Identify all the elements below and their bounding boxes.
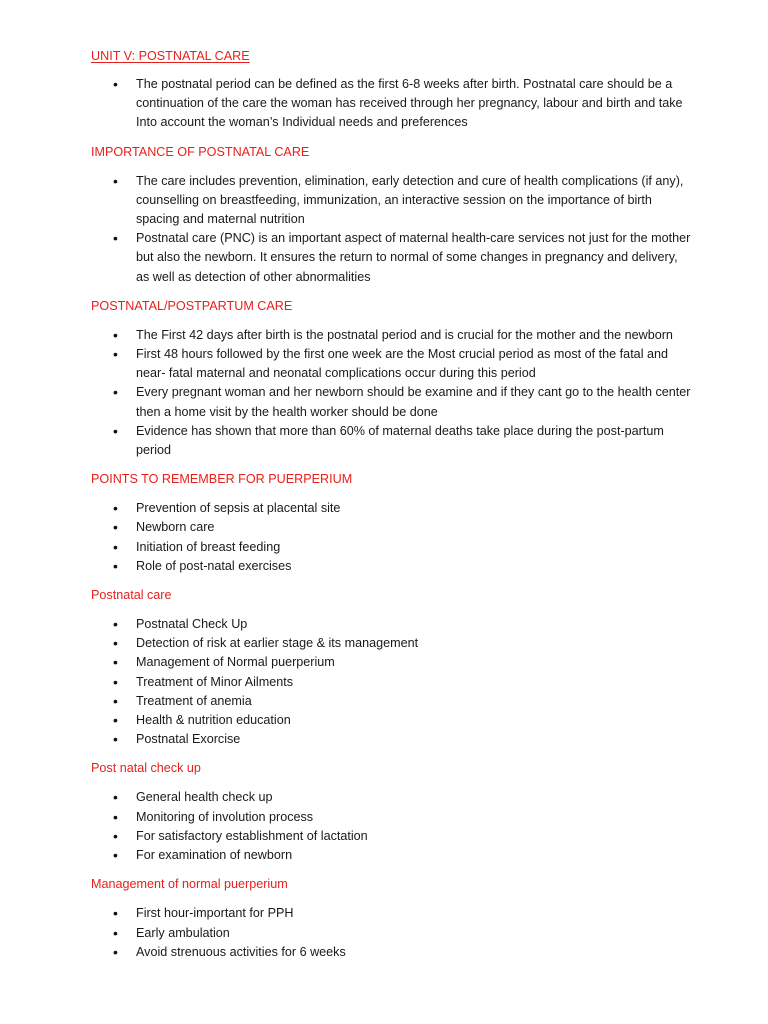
list-item: • Treatment of Minor Ailments [91, 673, 692, 692]
list-item: • Initiation of breast feeding [91, 538, 692, 557]
list-item: • The care includes prevention, elimination, early detection and cure of health complications (if any), counselling on breastfeeding, immunization, an interactive session on the importance of birth spacing and maternal nutrition [91, 172, 692, 230]
list-item: • Postnatal Exorcise [91, 730, 692, 749]
list-item: • Evidence has shown that more than 60% of maternal deaths take place during the post-partum period [91, 422, 692, 460]
section-points-to-remember [91, 470, 692, 576]
list-item: • First 48 hours followed by the first one week are the Most crucial period as most of the fatal and near- fatal maternal and neonatal complications occur during this period [91, 345, 692, 383]
list-item: • Prevention of sepsis at placental site [91, 499, 692, 518]
list-item: • The First 42 days after birth is the postnatal period and is crucial for the mother and the newborn [91, 326, 692, 345]
section-importance [91, 143, 692, 287]
bullet-list [91, 172, 692, 287]
list-item: • Treatment of anemia [91, 692, 692, 711]
list-item: • Health & nutrition education [91, 711, 692, 730]
list-item: • First hour-important for PPH [91, 904, 692, 923]
list-item: • General health check up [91, 788, 692, 807]
bullet-list [91, 788, 692, 865]
list-item: • Early ambulation [91, 924, 692, 943]
section-heading: IMPORTANCE OF POSTNATAL CARE [91, 144, 310, 159]
section-heading: UNIT V: POSTNATAL CARE [91, 49, 250, 63]
section-unit-v [91, 47, 692, 133]
section-heading: Postnatal care [91, 588, 172, 603]
section-management-normal-puerperium [91, 875, 692, 962]
bullet-list [91, 904, 692, 962]
section-postnatal-postpartum [91, 297, 692, 460]
section-post-natal-check-up [91, 759, 692, 865]
section-heading: POSTNATAL/POSTPARTUM CARE [91, 298, 293, 313]
list-item: • Newborn care [91, 518, 692, 537]
list-item: • Monitoring of involution process [91, 808, 692, 827]
bullet-list [91, 499, 692, 576]
list-item: • For satisfactory establishment of lactation [91, 827, 692, 846]
bullet-list [91, 326, 692, 460]
list-item: • Management of Normal puerperium [91, 653, 692, 672]
section-heading: Management of normal puerperium [91, 877, 288, 892]
bullet-list [91, 615, 692, 749]
section-postnatal-care [91, 586, 692, 749]
section-heading: POINTS TO REMEMBER FOR PUERPERIUM [91, 472, 353, 487]
list-item: • Every pregnant woman and her newborn should be examine and if they cant go to the health center then a home visit by the health worker should be done [91, 383, 692, 421]
list-item: • For examination of newborn [91, 846, 692, 865]
list-item: • Postnatal care (PNC) is an important aspect of maternal health-care services not just for the mother but also the newborn. It ensures the return to normal of some changes in pregnancy and delivery, as well as detection of other abnormalities [91, 229, 692, 287]
list-item: • The postnatal period can be defined as the first 6-8 weeks after birth. Postnatal care should be a continuation of the care the woman has received through her pregnancy, labour and birth and take Into account the woman’s Individual needs and preferences [91, 75, 692, 133]
list-item: • Role of post-natal exercises [91, 557, 692, 576]
list-item: • Detection of risk at earlier stage & its management [91, 634, 692, 653]
section-heading: Post natal check up [91, 761, 201, 776]
list-item: • Postnatal Check Up [91, 615, 692, 634]
list-item: • Avoid strenuous activities for 6 weeks [91, 943, 692, 962]
bullet-list [91, 75, 692, 133]
